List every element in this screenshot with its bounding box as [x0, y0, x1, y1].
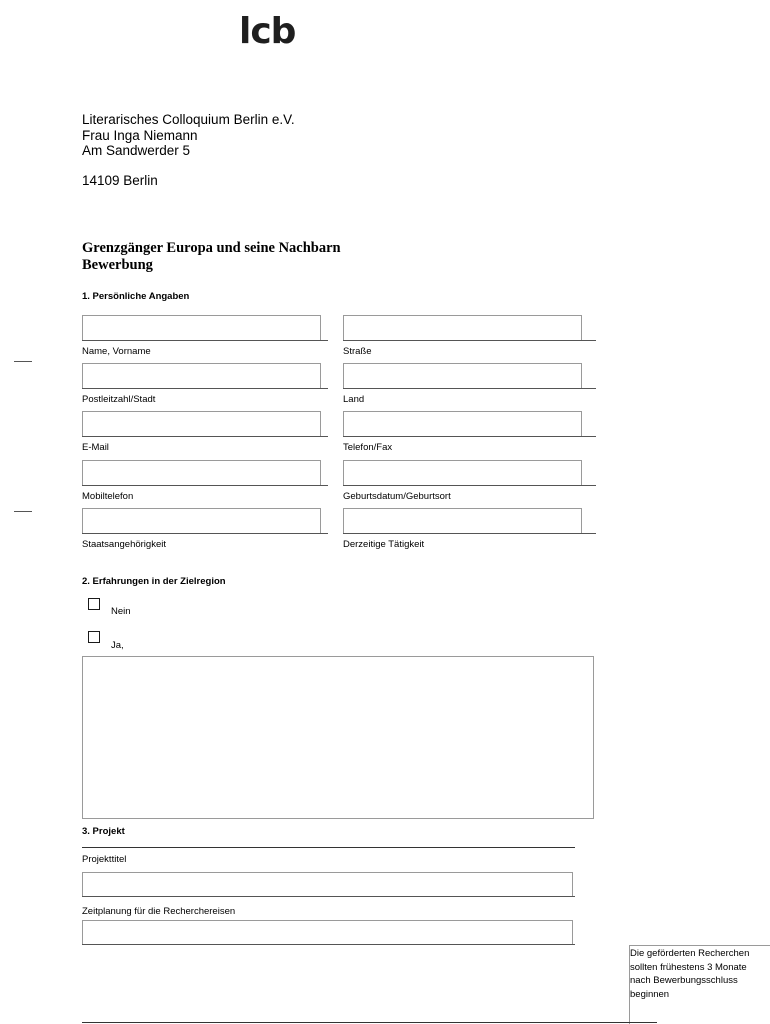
mobile-label: Mobiltelefon [82, 491, 134, 502]
section-heading-project: 3. Projekt [82, 826, 125, 837]
nationality-label: Staatsangehörigkeit [82, 539, 166, 550]
name-label: Name, Vorname [82, 346, 151, 357]
schedule-field[interactable] [82, 920, 573, 945]
occupation-field[interactable] [343, 508, 582, 534]
no-label: Nein [111, 606, 131, 617]
field-underline [82, 944, 575, 945]
field-underline [343, 340, 596, 341]
field-underline [82, 533, 328, 534]
title-application: Bewerbung [82, 256, 153, 273]
field-underline [82, 388, 328, 389]
section-divider [82, 847, 575, 848]
title-program: Grenzgänger Europa und seine Nachbarn [82, 240, 341, 256]
project-title-label: Projekttitel [82, 854, 127, 865]
email-label: E-Mail [82, 442, 109, 453]
phone-fax-label: Telefon/Fax [343, 442, 393, 453]
section-heading-experience: 2. Erfahrungen in der Zielregion [82, 576, 226, 587]
field-underline [82, 340, 328, 341]
occupation-label: Derzeitige Tätigkeit [343, 539, 425, 550]
address-line-street: Am Sandwerder 5 [82, 143, 191, 158]
postcode-city-field[interactable] [82, 363, 321, 389]
nationality-field[interactable] [82, 508, 321, 534]
yes-label: Ja, [111, 640, 124, 651]
country-label: Land [343, 394, 365, 405]
recipient-address [82, 112, 295, 188]
yes-checkbox[interactable] [88, 631, 100, 643]
address-line-contact: Frau Inga Niemann [82, 127, 198, 143]
field-underline [343, 533, 596, 534]
mobile-field[interactable] [82, 460, 321, 486]
margin-mark [14, 511, 32, 512]
field-underline [82, 896, 575, 897]
birth-date-place-field[interactable] [343, 460, 582, 486]
schedule-label: Zeitplanung für die Recherchereisen [82, 906, 236, 917]
document-title [82, 240, 341, 273]
street-label: Straße [343, 346, 372, 357]
field-underline [343, 388, 596, 389]
margin-mark [14, 361, 32, 362]
field-underline [343, 436, 596, 437]
address-line-organization: Literarisches Colloquium Berlin e.V. [82, 112, 295, 127]
section-heading-personal: 1. Persönliche Angaben [82, 291, 190, 302]
field-underline [82, 485, 328, 486]
address-line-city: 14109 Berlin [82, 172, 158, 188]
street-field[interactable] [343, 315, 582, 341]
postcode-city-label: Postleitzahl/Stadt [82, 394, 156, 405]
phone-fax-field[interactable] [343, 411, 582, 437]
research-timing-note: Die geförderten Recherchen sollten frühestens 3 Monate nach Bewerbungsschluss beginnen [630, 948, 750, 1000]
lcb-logo: lcb [239, 11, 296, 52]
experience-details-textarea[interactable] [82, 656, 594, 819]
birth-date-place-label: Geburtsdatum/Geburtsort [343, 491, 451, 502]
field-underline [82, 436, 328, 437]
no-checkbox[interactable] [88, 598, 100, 610]
email-field[interactable] [82, 411, 321, 437]
field-underline [343, 485, 596, 486]
name-field[interactable] [82, 315, 321, 341]
project-title-field[interactable] [82, 872, 573, 897]
country-field[interactable] [343, 363, 582, 389]
bottom-rule [82, 1022, 657, 1023]
